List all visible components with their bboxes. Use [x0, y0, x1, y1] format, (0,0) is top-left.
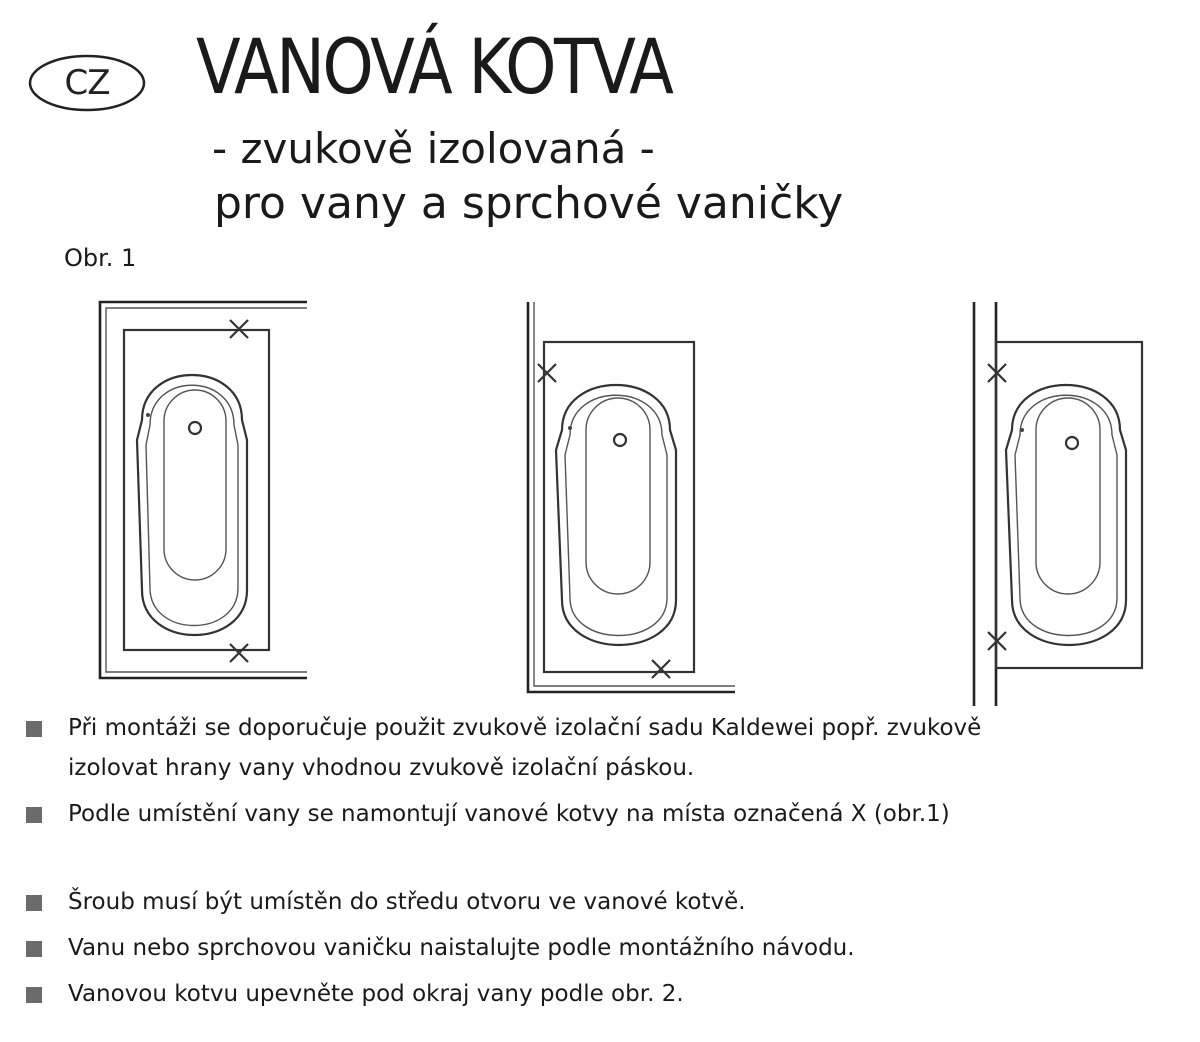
overflow-icon: [146, 413, 150, 417]
bullet-square-icon: [26, 941, 42, 957]
instruction-text: Podle umístění vany se namontují vanové kotvy na místa označená X (obr.1): [68, 801, 950, 827]
tub-basin-outer: [137, 375, 247, 635]
bullet-square-icon: [26, 721, 42, 737]
instruction-item: [26, 708, 1166, 788]
language-code: CZ: [64, 63, 110, 103]
instruction-text: Vanovou kotvu upevněte pod okraj vany podle obr. 2.: [68, 981, 684, 1007]
tub-basin-inner: [565, 395, 667, 635]
drain-icon: [189, 422, 201, 434]
wall-corner-outline: [528, 302, 735, 692]
tub-floor: [586, 398, 650, 594]
instruction-item: [26, 882, 1166, 922]
subtitle-line-2: pro vany a sprchové vaničky: [214, 178, 844, 229]
bathtub-diagram-wall-left: [966, 290, 1166, 710]
instruction-text: Šroub musí být umístěn do středu otvoru ve vanové kotvě.: [68, 889, 746, 915]
instruction-item: [26, 974, 1166, 1014]
language-badge: [28, 52, 146, 114]
overflow-icon: [568, 426, 572, 430]
drain-icon: [1066, 437, 1078, 449]
anchor-mark-bottom: [652, 660, 670, 678]
overflow-icon: [1020, 428, 1024, 432]
tub-basin-inner: [1015, 395, 1117, 635]
wall-inner-line: [106, 308, 307, 672]
tub-basin-outer: [1006, 385, 1126, 645]
anchor-mark-bottom: [230, 644, 248, 662]
bathtub-diagram-corner: [520, 290, 740, 700]
bullet-square-icon: [26, 807, 42, 823]
subtitle-line-1: - zvukově izolovaná -: [212, 124, 655, 173]
wall-outline: [100, 302, 307, 678]
tub-floor: [1036, 398, 1100, 594]
bullet-square-icon: [26, 987, 42, 1003]
instruction-item: [26, 794, 1166, 834]
tub-rim: [996, 342, 1142, 668]
bathtub-diagram-between-walls: [92, 290, 322, 690]
tub-floor: [164, 390, 226, 580]
instruction-text: Vanu nebo sprchovou vaničku naistalujte podle montážního návodu.: [68, 935, 855, 961]
page-title: VANOVÁ KOTVA: [196, 22, 672, 111]
anchor-mark-left: [538, 364, 556, 382]
figure-label: Obr. 1: [64, 244, 137, 272]
tub-basin-inner: [146, 385, 238, 625]
tub-basin-outer: [556, 385, 676, 645]
instruction-text: Při montáži se doporučuje použit zvukově izolační sadu Kaldewei popř. zvukově izolovat hrany vany vhodnou zvukově izolační páskou.: [68, 715, 982, 781]
drain-icon: [614, 434, 626, 446]
wall-corner-inner: [534, 302, 735, 686]
bullet-square-icon: [26, 895, 42, 911]
instruction-item: [26, 928, 1166, 968]
